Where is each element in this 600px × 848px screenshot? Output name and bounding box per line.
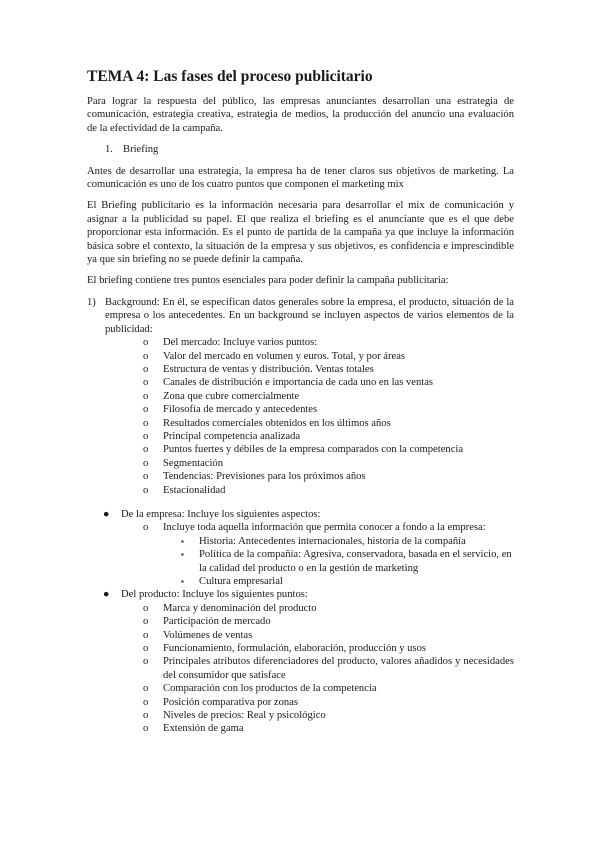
circle-bullet-icon: o bbox=[143, 522, 149, 534]
circle-bullet-icon: o bbox=[143, 643, 149, 655]
list-item: o Valor del mercado en volumen y euros. Total, y por áreas bbox=[143, 350, 406, 362]
circle-bullet-icon: o bbox=[143, 710, 149, 722]
circle-bullet-icon: o bbox=[143, 404, 149, 416]
circle-bullet-icon: o bbox=[143, 616, 149, 628]
section-heading-briefing bbox=[87, 143, 514, 156]
page-title: TEMA 4: Las fases del proceso publicitario bbox=[87, 68, 373, 85]
paragraph-three-points: El briefing contiene tres puntos esenciales para poder definir la campaña publicitaria: bbox=[87, 275, 449, 287]
list-item: o Estructura de ventas y distribución. Ventas totales bbox=[143, 363, 374, 375]
circle-bullet-icon: o bbox=[143, 430, 149, 442]
empresa-sublist bbox=[103, 521, 514, 534]
list-item: o Niveles de precios: Real y psicológico bbox=[143, 710, 326, 722]
circle-bullet-icon: o bbox=[143, 723, 149, 735]
list-item: o Principal competencia analizada bbox=[143, 430, 301, 442]
section-number: 1. bbox=[105, 144, 113, 156]
list-item: o Participación de mercado bbox=[143, 616, 271, 628]
list-item: o Filosofía de mercado y antecedentes bbox=[143, 404, 318, 416]
list-item-empresa: ● De la empresa: Incluye los siguientes aspectos: o Incluye toda aquella información que permita conocer a fondo a la empresa: ▪ Historia: Antecedentes internacionales, historia de la compañía ▪ Política de la compañía: Agresiva, conservadora, basada en el servicio, en la calidad del producto o en la gestión de marketing ▪ Cultura empresarial bbox=[103, 508, 514, 588]
list-item: o Zona que cubre comercialmente bbox=[143, 390, 300, 402]
list-item: o Puntos fuertes y débiles de la empresa comparados con la competencia bbox=[143, 444, 464, 456]
circle-bullet-icon: o bbox=[143, 696, 149, 708]
list-item: o Comparación con los productos de la competencia bbox=[143, 683, 377, 695]
square-bullet-icon: ▪ bbox=[181, 550, 184, 560]
list-item: o Tendencias: Previsiones para los próximos años bbox=[143, 471, 366, 483]
list-item: o Posición comparativa por zonas bbox=[143, 696, 299, 708]
list-item: o Extensión de gama bbox=[143, 723, 244, 735]
list-item: o Funcionamiento, formulación, elaboración, producción y usos bbox=[143, 643, 427, 655]
bullet-icon: ● bbox=[103, 589, 110, 601]
list-item: o Incluye toda aquella información que permita conocer a fondo a la empresa: bbox=[143, 522, 486, 534]
list-item: o Segmentación bbox=[143, 457, 224, 469]
circle-bullet-icon: o bbox=[143, 602, 149, 614]
background-sections-list bbox=[87, 508, 514, 736]
producto-sublist bbox=[103, 602, 514, 736]
circle-bullet-icon: o bbox=[143, 629, 149, 641]
list-item: ▪ Cultura empresarial bbox=[181, 576, 283, 587]
circle-bullet-icon: o bbox=[143, 417, 149, 429]
circle-bullet-icon: o bbox=[143, 444, 149, 456]
intro-paragraph: Para lograr la respuesta del público, las empresas anunciantes desarrollan una estrategia de comunicación, estrategia creativa, estrategia de medios, la producción del anuncio una evaluación de la efectividad de la campaña. bbox=[87, 96, 514, 134]
paragraph-briefing-definition: El Briefing publicitario es la información necesaria para desarrollar el mix de comunicación y asignar a la publicidad su papel. El que realiza el briefing es el anunciante que es el que debe proporcionar esta información. Es el punto de partida de la campaña ya que incluye la información básica sobre el contexto, la situación de la empresa y sus objetivos, es confidencia e imprescindible ya que sin briefing no se puede definir la campaña. bbox=[87, 200, 514, 266]
circle-bullet-icon: o bbox=[143, 656, 149, 668]
list-item: o Resultados comerciales obtenidos en los últimos años bbox=[143, 417, 391, 429]
point-number: 1) bbox=[87, 296, 96, 308]
list-item: o Del mercado: Incluye varios puntos: bbox=[143, 337, 318, 349]
list-item: o Estacionalidad bbox=[143, 484, 226, 496]
list-item: ▪ Historia: Antecedentes internacionales, historia de la compañía bbox=[181, 535, 466, 547]
list-item: o Canales de distribución e importancia de cada uno en las ventas bbox=[143, 377, 434, 389]
point-background bbox=[87, 296, 514, 336]
circle-bullet-icon: o bbox=[143, 683, 149, 695]
paragraph-objectives: Antes de desarrollar una estrategia, la empresa ha de tener claros sus objetivos de marketing. La comunicación es uno de los cuatro puntos que componen el marketing mix bbox=[87, 165, 514, 191]
list-item: o Marca y denominación del producto bbox=[143, 602, 317, 614]
list-item-producto: ● Del producto: Incluye los siguientes puntos: o Marca y denominación del producto o Participación de mercado o Volúmenes de ventas o Funcionamiento, formulación, elaboración, producción y usos o Principales atributos diferenciadores del producto, valores añadidos y necesidades del consumidor que satisface o Comparación con los productos de la competencia o Posición comparativa por zonas o Niveles de precios: Real y psicológico o Extensión de gama bbox=[103, 589, 514, 735]
square-bullet-icon: ▪ bbox=[181, 536, 184, 546]
list-item: ▪ Política de la compañía: Agresiva, conservadora, basada en el servicio, en la calidad del producto o en la gestión de marketing bbox=[181, 549, 512, 574]
market-items-list bbox=[87, 336, 514, 497]
circle-bullet-icon: o bbox=[143, 363, 149, 375]
circle-bullet-icon: o bbox=[143, 484, 149, 496]
list-item: o Principales atributos diferenciadores del producto, valores añadidos y necesidades del consumidor que satisface bbox=[143, 656, 514, 681]
circle-bullet-icon: o bbox=[143, 457, 149, 469]
square-bullet-icon: ▪ bbox=[181, 577, 184, 586]
empresa-detail-list bbox=[103, 535, 514, 589]
point-text: Background: En él, se especifican datos generales sobre la empresa, el producto, situación de la empresa o los antecedentes. En un background se incluyen aspectos de varios elementos de la publicidad: bbox=[105, 296, 514, 335]
bullet-icon: ● bbox=[103, 508, 110, 520]
circle-bullet-icon: o bbox=[143, 350, 149, 362]
circle-bullet-icon: o bbox=[143, 377, 149, 389]
circle-bullet-icon: o bbox=[143, 390, 149, 402]
circle-bullet-icon: o bbox=[143, 471, 149, 483]
section-label: Briefing bbox=[123, 144, 159, 156]
list-item: o Volúmenes de ventas bbox=[143, 629, 253, 641]
circle-bullet-icon: o bbox=[143, 337, 149, 349]
